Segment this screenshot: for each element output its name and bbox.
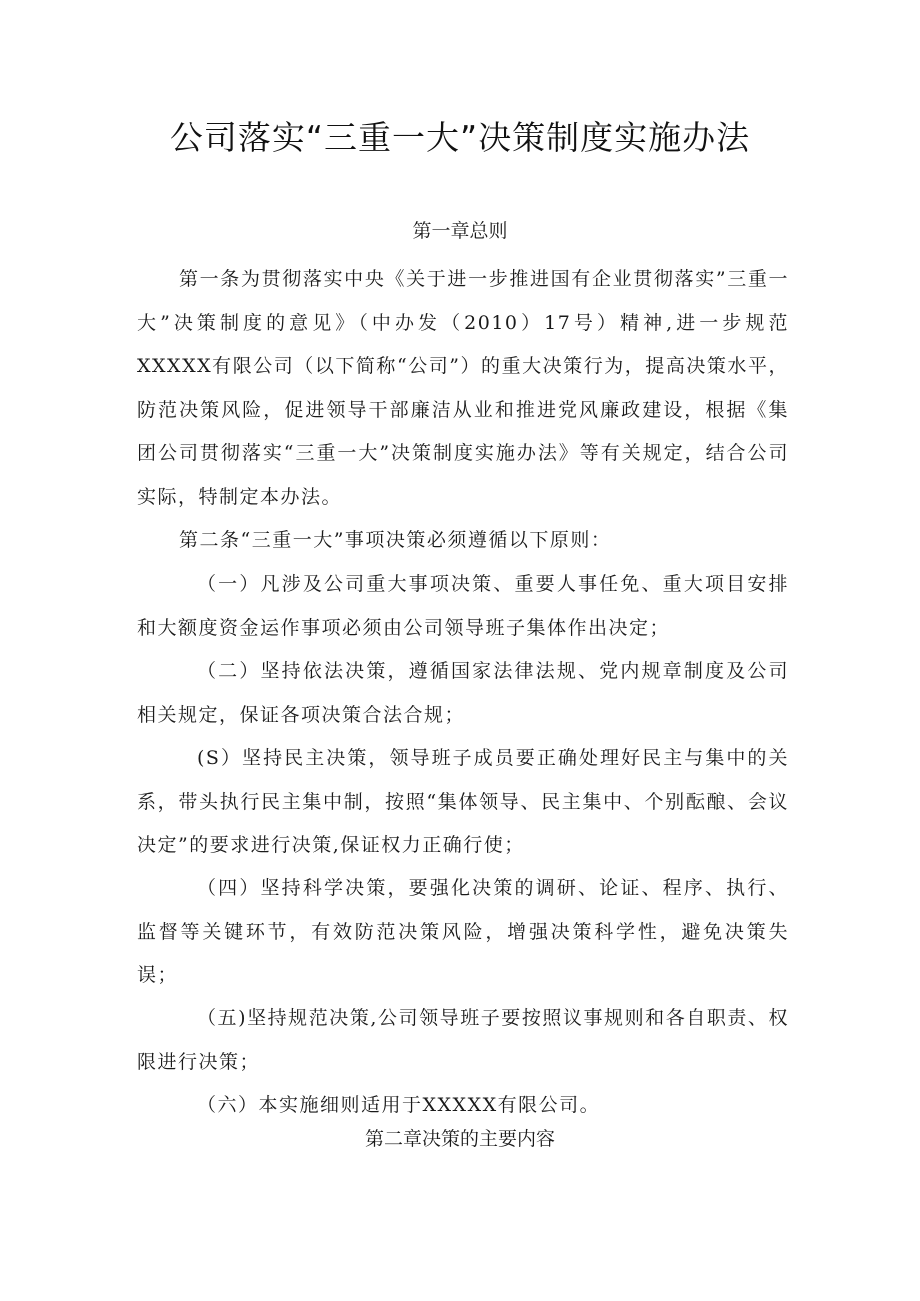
- chapter-heading-2: 第二章决策的主要内容: [364, 1128, 555, 1150]
- article-2-paragraph: 第二条“三重一大”事项决策必须遵循以下原则：: [179, 529, 612, 551]
- principle-item-2: （二）坚持依法决策，遵循国家法律法规、党内规章制度及公司相关规定，保证各项决策合法合规；: [137, 660, 789, 726]
- principle-item-5: （五)坚持规范决策,公司领导班子要按照议事规则和各自职责、权限进行决策；: [137, 1007, 789, 1073]
- principle-item-6: （六）本实施细则适用于XXXXX有限公司。: [197, 1094, 601, 1116]
- article-1-paragraph: 第一条为贯彻落实中央《关于进一步推进国有企业贯彻落实”三重一大”决策制度的意见》（中办发（2010）17号）精神,进一步规范XXXXX有限公司（以下简称“公司”）的重大决策行为，提高决策水平，防范决策风险，促进领导干部廉洁从业和推进党风廉政建设，根据《集团公司贯彻落实“三重一大”决策制度实施办法》等有关规定，结合公司实际，特制定本办法。: [137, 268, 789, 508]
- principle-item-3: (S）坚持民主决策，领导班子成员要正确处理好民主与集中的关系，带头执行民主集中制，按照“集体领导、民主集中、个别酝酿、会议决定”的要求进行决策,保证权力正确行使；: [137, 747, 789, 857]
- document-title: 公司落实“三重一大”决策制度实施办法: [169, 118, 751, 157]
- chapter-heading-1: 第一章总则: [412, 220, 508, 242]
- principle-item-4: （四）坚持科学决策，要强化决策的调研、论证、程序、执行、监督等关键环节，有效防范决策风险，增强决策科学性，避免决策失误；: [137, 877, 789, 987]
- principle-item-1: （一）凡涉及公司重大事项决策、重要人事任免、重大项目安排和大额度资金运作事项必须由公司领导班子集体作出决定；: [137, 573, 789, 639]
